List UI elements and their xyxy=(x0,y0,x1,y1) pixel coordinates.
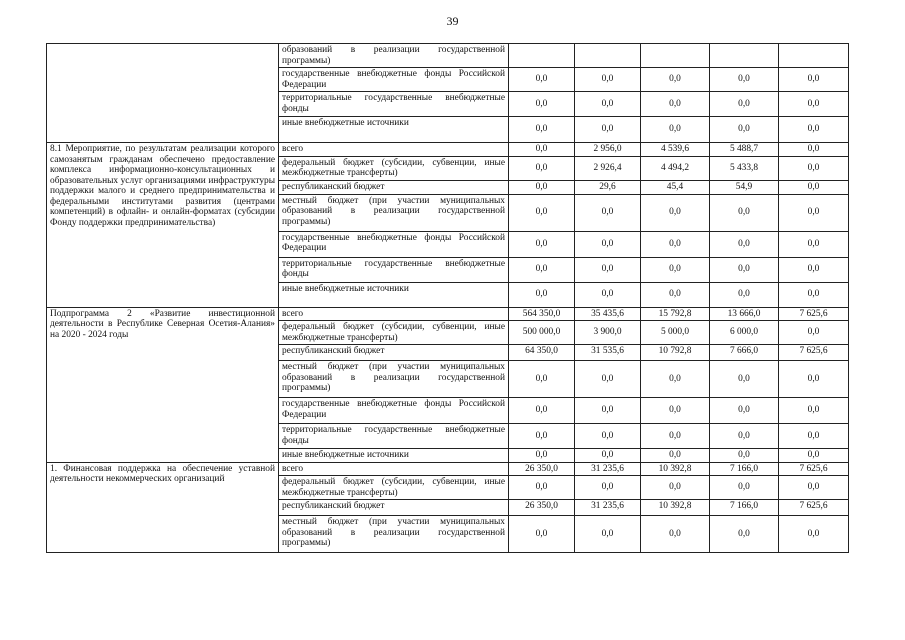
value-cell-1: 0,0 xyxy=(509,156,575,180)
value-cell-3: 0,0 xyxy=(641,68,710,92)
value-cell-1: 0,0 xyxy=(509,180,575,194)
value-cell-5: 0,0 xyxy=(779,194,849,231)
value-cell-1: 0,0 xyxy=(509,516,575,553)
value-cell-1: 26 350,0 xyxy=(509,462,575,476)
value-cell-3: 0,0 xyxy=(641,282,710,307)
table-row xyxy=(47,307,849,321)
table-row xyxy=(47,462,849,476)
value-cell-3: 0,0 xyxy=(641,257,710,282)
page-number: 39 xyxy=(446,14,459,28)
program-name-cell: 8.1 Мероприятие, по результатам реализации которого самозанятым гражданам обеспечено предоставление комплекса информационно-консультационных и образовательных услуг организациями инфраструктуры поддержки малого и среднего предпринимательства и федеральными институтами развития (центрами компетенций) в офлайн- и онлайн-форматах (субсидии Фонду поддержки предпринимательства) xyxy=(47,143,279,308)
value-cell-4: 5 488,7 xyxy=(710,143,779,157)
value-cell-3: 10 792,8 xyxy=(641,345,710,361)
value-cell-1: 0,0 xyxy=(509,68,575,92)
value-cell-3: 45,4 xyxy=(641,180,710,194)
value-cell-5: 0,0 xyxy=(779,92,849,117)
funding-source-cell: государственные внебюджетные фонды Российской Федерации xyxy=(279,68,509,92)
value-cell-2: 0,0 xyxy=(575,117,641,143)
value-cell-2: 0,0 xyxy=(575,398,641,424)
funding-source-cell: государственные внебюджетные фонды Российской Федерации xyxy=(279,231,509,257)
value-cell-1: 0,0 xyxy=(509,282,575,307)
value-cell-4: 0,0 xyxy=(710,424,779,449)
value-cell-2: 31 235,6 xyxy=(575,500,641,516)
funding-source-cell: территориальные государственные внебюджетные фонды xyxy=(279,92,509,117)
value-cell-3: 0,0 xyxy=(641,398,710,424)
value-cell-1: 0,0 xyxy=(509,117,575,143)
value-cell-1: 0,0 xyxy=(509,398,575,424)
funding-source-cell: местный бюджет (при участии муниципальных образований в реализации государственной программы) xyxy=(279,194,509,231)
value-cell-3: 0,0 xyxy=(641,92,710,117)
table-row xyxy=(47,143,849,157)
value-cell-4: 5 433,8 xyxy=(710,156,779,180)
funding-source-cell: территориальные государственные внебюджетные фонды xyxy=(279,257,509,282)
value-cell-2: 0,0 xyxy=(575,68,641,92)
value-cell-2: 3 900,0 xyxy=(575,321,641,345)
value-cell-5: 0,0 xyxy=(779,180,849,194)
value-cell-2: 0,0 xyxy=(575,449,641,463)
value-cell-3: 0,0 xyxy=(641,231,710,257)
value-cell-3: 0,0 xyxy=(641,516,710,553)
value-cell-4 xyxy=(710,44,779,68)
value-cell-3: 4 494,2 xyxy=(641,156,710,180)
value-cell-2: 2 926,4 xyxy=(575,156,641,180)
value-cell-3: 4 539,6 xyxy=(641,143,710,157)
value-cell-4: 0,0 xyxy=(710,231,779,257)
value-cell-1: 0,0 xyxy=(509,231,575,257)
value-cell-5: 0,0 xyxy=(779,156,849,180)
value-cell-1: 0,0 xyxy=(509,476,575,500)
value-cell-5: 0,0 xyxy=(779,68,849,92)
value-cell-5: 7 625,6 xyxy=(779,462,849,476)
value-cell-3: 10 392,8 xyxy=(641,500,710,516)
value-cell-5: 0,0 xyxy=(779,398,849,424)
funding-source-cell: федеральный бюджет (субсидии, субвенции, иные межбюджетные трансферты) xyxy=(279,321,509,345)
value-cell-1: 0,0 xyxy=(509,92,575,117)
value-cell-2: 0,0 xyxy=(575,231,641,257)
value-cell-2: 31 535,6 xyxy=(575,345,641,361)
budget-table xyxy=(46,43,849,553)
value-cell-3: 15 792,8 xyxy=(641,307,710,321)
funding-source-cell: иные внебюджетные источники xyxy=(279,282,509,307)
funding-source-cell: федеральный бюджет (субсидии, субвенции, иные межбюджетные трансферты) xyxy=(279,156,509,180)
value-cell-4: 0,0 xyxy=(710,282,779,307)
value-cell-2: 35 435,6 xyxy=(575,307,641,321)
value-cell-2: 2 956,0 xyxy=(575,143,641,157)
value-cell-1: 26 350,0 xyxy=(509,500,575,516)
value-cell-5: 0,0 xyxy=(779,117,849,143)
value-cell-2: 31 235,6 xyxy=(575,462,641,476)
funding-source-cell: республиканский бюджет xyxy=(279,180,509,194)
value-cell-4: 0,0 xyxy=(710,476,779,500)
value-cell-3 xyxy=(641,44,710,68)
value-cell-1: 0,0 xyxy=(509,449,575,463)
value-cell-2: 0,0 xyxy=(575,476,641,500)
value-cell-1: 0,0 xyxy=(509,194,575,231)
value-cell-5 xyxy=(779,44,849,68)
value-cell-2 xyxy=(575,44,641,68)
value-cell-4: 0,0 xyxy=(710,361,779,398)
value-cell-1: 0,0 xyxy=(509,424,575,449)
value-cell-5: 7 625,6 xyxy=(779,345,849,361)
value-cell-3: 0,0 xyxy=(641,449,710,463)
funding-source-cell: всего xyxy=(279,307,509,321)
value-cell-4: 7 666,0 xyxy=(710,345,779,361)
value-cell-4: 0,0 xyxy=(710,449,779,463)
program-name-cell: 1. Финансовая поддержка на обеспечение уставной деятельности некоммерческих организаций xyxy=(47,462,279,553)
value-cell-5: 0,0 xyxy=(779,321,849,345)
value-cell-4: 0,0 xyxy=(710,68,779,92)
funding-source-cell: территориальные государственные внебюджетные фонды xyxy=(279,424,509,449)
value-cell-4: 6 000,0 xyxy=(710,321,779,345)
funding-source-cell: государственные внебюджетные фонды Российской Федерации xyxy=(279,398,509,424)
value-cell-4: 13 666,0 xyxy=(710,307,779,321)
value-cell-2: 0,0 xyxy=(575,194,641,231)
value-cell-1: 564 350,0 xyxy=(509,307,575,321)
funding-source-cell: образований в реализации государственной программы) xyxy=(279,44,509,68)
table-row xyxy=(47,44,849,68)
value-cell-2: 0,0 xyxy=(575,424,641,449)
value-cell-4: 7 166,0 xyxy=(710,500,779,516)
value-cell-4: 0,0 xyxy=(710,194,779,231)
funding-source-cell: иные внебюджетные источники xyxy=(279,117,509,143)
value-cell-5: 0,0 xyxy=(779,476,849,500)
value-cell-1: 64 350,0 xyxy=(509,345,575,361)
funding-source-cell: местный бюджет (при участии муниципальных образований в реализации государственной программы) xyxy=(279,361,509,398)
value-cell-1: 500 000,0 xyxy=(509,321,575,345)
value-cell-5: 0,0 xyxy=(779,143,849,157)
funding-source-cell: республиканский бюджет xyxy=(279,500,509,516)
funding-source-cell: местный бюджет (при участии муниципальных образований в реализации государственной программы) xyxy=(279,516,509,553)
value-cell-4: 0,0 xyxy=(710,516,779,553)
value-cell-4: 7 166,0 xyxy=(710,462,779,476)
value-cell-3: 0,0 xyxy=(641,476,710,500)
value-cell-5: 7 625,6 xyxy=(779,307,849,321)
value-cell-5: 0,0 xyxy=(779,361,849,398)
value-cell-4: 0,0 xyxy=(710,92,779,117)
value-cell-3: 0,0 xyxy=(641,117,710,143)
value-cell-5: 0,0 xyxy=(779,231,849,257)
value-cell-2: 0,0 xyxy=(575,92,641,117)
value-cell-5: 0,0 xyxy=(779,424,849,449)
value-cell-3: 0,0 xyxy=(641,424,710,449)
value-cell-4: 54,9 xyxy=(710,180,779,194)
program-name-cell xyxy=(47,44,279,143)
value-cell-2: 0,0 xyxy=(575,257,641,282)
value-cell-4: 0,0 xyxy=(710,117,779,143)
funding-source-cell: всего xyxy=(279,462,509,476)
value-cell-2: 0,0 xyxy=(575,361,641,398)
funding-source-cell: всего xyxy=(279,143,509,157)
value-cell-5: 7 625,6 xyxy=(779,500,849,516)
value-cell-1: 0,0 xyxy=(509,361,575,398)
value-cell-5: 0,0 xyxy=(779,516,849,553)
program-name-cell: Подпрограмма 2 «Развитие инвестиционной деятельности в Республике Северная Осетия-Алания» на 2020 - 2024 годы xyxy=(47,307,279,462)
value-cell-1: 0,0 xyxy=(509,143,575,157)
value-cell-4: 0,0 xyxy=(710,257,779,282)
value-cell-3: 5 000,0 xyxy=(641,321,710,345)
value-cell-1 xyxy=(509,44,575,68)
value-cell-3: 10 392,8 xyxy=(641,462,710,476)
value-cell-5: 0,0 xyxy=(779,282,849,307)
funding-source-cell: федеральный бюджет (субсидии, субвенции, иные межбюджетные трансферты) xyxy=(279,476,509,500)
value-cell-1: 0,0 xyxy=(509,257,575,282)
value-cell-3: 0,0 xyxy=(641,361,710,398)
funding-source-cell: республиканский бюджет xyxy=(279,345,509,361)
value-cell-5: 0,0 xyxy=(779,449,849,463)
value-cell-2: 0,0 xyxy=(575,282,641,307)
value-cell-3: 0,0 xyxy=(641,194,710,231)
value-cell-4: 0,0 xyxy=(710,398,779,424)
value-cell-2: 29,6 xyxy=(575,180,641,194)
funding-source-cell: иные внебюджетные источники xyxy=(279,449,509,463)
value-cell-2: 0,0 xyxy=(575,516,641,553)
value-cell-5: 0,0 xyxy=(779,257,849,282)
